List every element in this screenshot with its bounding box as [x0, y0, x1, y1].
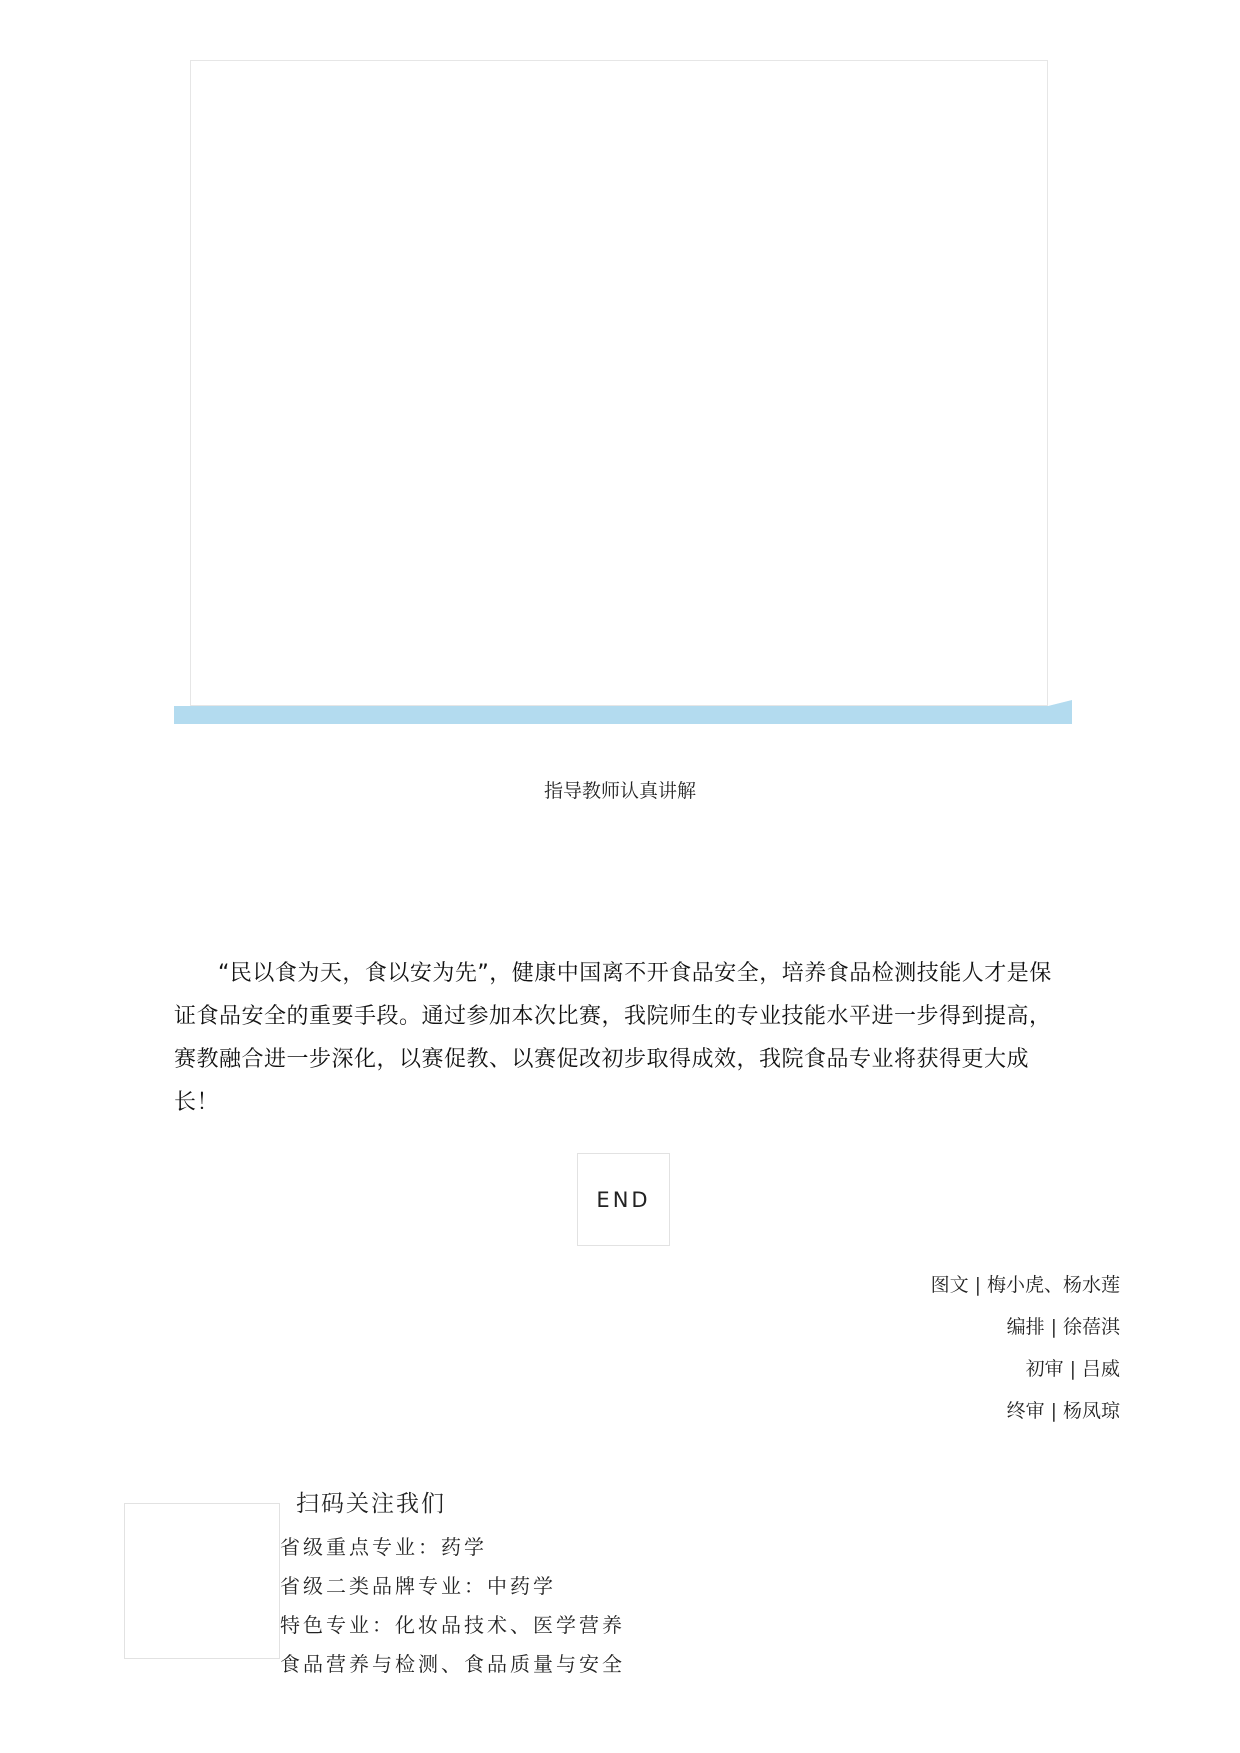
article-paragraph: “民以食为天，食以安为先”，健康中国离不开食品安全，培养食品检测技能人才是保证食品安全的重要手段。通过参加本次比赛，我院师生的专业技能水平进一步得到提高，赛教融合进一步深化，以赛促教、以赛促改初步取得成效，我院食品专业将获得更大成长！	[174, 961, 1052, 1115]
credit-role: 初审	[1025, 1358, 1064, 1380]
qr-code-placeholder	[124, 1503, 280, 1659]
credit-separator: |	[1050, 1316, 1057, 1338]
program-info-line: 特色专业：化妆品技术、医学营养	[280, 1613, 625, 1637]
credit-names: 杨凤琼	[1062, 1400, 1120, 1422]
credit-line-final-review	[931, 1390, 1120, 1432]
photo-caption: 指导教师认真讲解	[543, 780, 696, 802]
credit-role: 编排	[1006, 1316, 1045, 1338]
program-info-line: 省级二类品牌专业：中药学	[280, 1574, 556, 1598]
follow-us-title: 扫码关注我们	[296, 1491, 446, 1517]
credit-line-text-image	[931, 1264, 1120, 1306]
credit-names: 吕威	[1081, 1358, 1120, 1380]
credit-separator: |	[1069, 1358, 1076, 1380]
end-marker: END	[577, 1153, 670, 1246]
photo-placeholder	[190, 60, 1048, 706]
credit-role: 图文	[930, 1274, 969, 1296]
photo-accent-bar	[174, 706, 1072, 724]
credit-separator: |	[1050, 1400, 1057, 1422]
credit-names: 徐蓓淇	[1062, 1316, 1120, 1338]
credit-separator: |	[974, 1274, 981, 1296]
credit-role: 终审	[1006, 1400, 1045, 1422]
program-info-line: 省级重点专业：药学	[280, 1535, 487, 1559]
credit-line-layout	[931, 1306, 1120, 1348]
credit-names: 梅小虎、杨水莲	[986, 1274, 1120, 1296]
program-info-list	[280, 1528, 625, 1684]
program-info-line: 食品营养与检测、食品质量与安全	[280, 1652, 625, 1676]
credits-block	[931, 1264, 1120, 1432]
credit-line-first-review	[931, 1348, 1120, 1390]
